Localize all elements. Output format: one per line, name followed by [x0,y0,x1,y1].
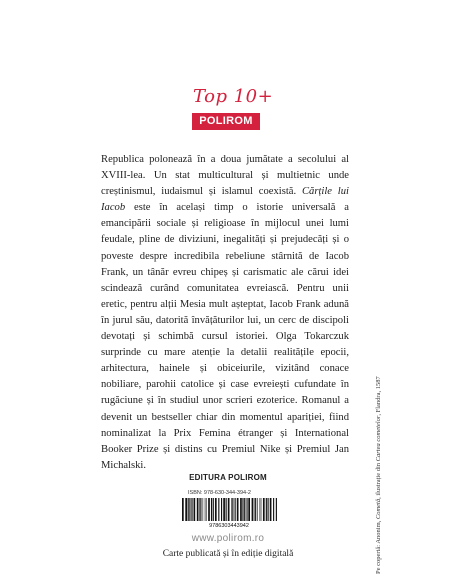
credit-middle: , ilustrație din [375,461,382,499]
blurb-text-start: Republica polonează în a doua jumătate a secolului al XVIII-lea. Un stat multicultural și multietnic unde creștinismul, iudaismul și islamul coexistă. [101,154,349,198]
credit-work: Cometă [375,498,382,520]
publisher-name: EDITURA POLIROM [189,473,267,482]
credit-suffix: , Flandra, 1587 [375,376,382,416]
barcode-digits: 9786303443942 [209,523,249,528]
isbn-label: ISBN: 978-630-344-394-2 [188,490,251,496]
credit-source: Cartea cometelor [375,415,382,462]
back-cover-blurb [101,152,349,474]
credit-prefix: Pe copertă: Anonim, [375,519,382,574]
series-logo: Top 10+ [193,86,274,107]
blurb-text-rest: este în același timp o istorie universală a emancipării sociale și religioase în mijlocul unei lumi feudale, pline de diviziuni, inegalități și prejudecăți și o poveste despre incredibila rebeliune stârnită de Iacob Frank, un tânăr evreu chipeș și carismatic ale cărui idei scindează curând comunitatea evreiască. Pentru unii eretic, pentru alții Mesia mult așteptat, Iacob Frank adună în jurul său, datorită învățăturilor lui, un cerc de discipoli devotați și schimbă cursul istoriei. Olga Tokarczuk surprinde cu mare atenție la detalii realitățile epocii, arhitectura, hainele și obiceiurile, vizitând conace nobiliare, parohii catolice și case evreiești cufundate în rugăciune și în studiul unor scrieri ezoterice. Romanul a devenit un bestseller chiar din momentul apariției, fiind nominalizat la Prix Femina étranger și International Booker Prize și distins cu Premiul Nike și Premiul Jan Michalski. [101,202,349,471]
publisher-badge: POLIROM [192,113,260,130]
cover-credit [375,376,382,574]
barcode [180,498,278,528]
publisher-website: www.polirom.ro [191,533,265,544]
book-title: Cărțile lui Iacob [101,186,349,214]
digital-edition-note: Carte publicată și în ediție digitală [162,549,294,559]
